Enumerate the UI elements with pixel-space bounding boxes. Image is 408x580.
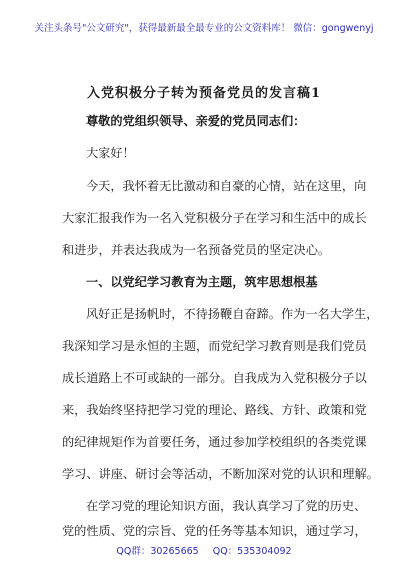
greeting: 大家好！	[86, 146, 135, 160]
document-title: 入党积极分子转为预备党员的发言稿1	[86, 86, 322, 101]
section1-p2-line-2: 党的性质、党的宗旨、党的任务等基本知识，通过学习，	[62, 524, 367, 538]
section1-line-6: 学习、讲座、研讨会等活动，不断加深对党的认识和理解。	[62, 467, 379, 481]
section1-line-2: 我深知学习是永恒的主题，而党纪学习教育则是我们党员	[62, 339, 367, 353]
header-banner: 关注头条号"公文研究"，获得最新最全最专业的公文资料库！ 微信：gongwenyj	[34, 23, 374, 34]
section1-p2-line-1: 在学习党的理论知识方面，我认真学习了党的历史、	[86, 499, 367, 513]
section1-line-4: 来，我始终坚持把学习党的理论、路线、方针、政策和党	[62, 403, 367, 417]
salutation: 尊敬的党组织领导、亲爱的党员同志们：	[86, 114, 306, 128]
intro-line-3: 和进步，并表达我成为一名预备党员的坚定决心。	[62, 243, 331, 257]
footer-qq: QQ：535304092	[212, 546, 292, 557]
section1-line-3: 成长道路上不可或缺的一部分。自我成为入党积极分子以	[62, 371, 367, 385]
section1-line-5: 的纪律规矩作为首要任务，通过参加学校组织的各类党课	[62, 435, 367, 449]
section1-heading: 一、以党纪学习教育为主题，筑牢思想根基	[86, 275, 318, 289]
footer-qq-group: QQ群：30265665	[116, 546, 199, 557]
intro-line-1: 今天，我怀着无比激动和自豪的心情，站在这里，向	[86, 179, 367, 193]
footer-contact	[0, 543, 408, 557]
section1-line-1: 风好正是扬帆时，不待扬鞭自奋蹄。作为一名大学生，	[86, 307, 379, 321]
intro-line-2: 大家汇报我作为一名入党积极分子在学习和生活中的成长	[62, 211, 367, 225]
